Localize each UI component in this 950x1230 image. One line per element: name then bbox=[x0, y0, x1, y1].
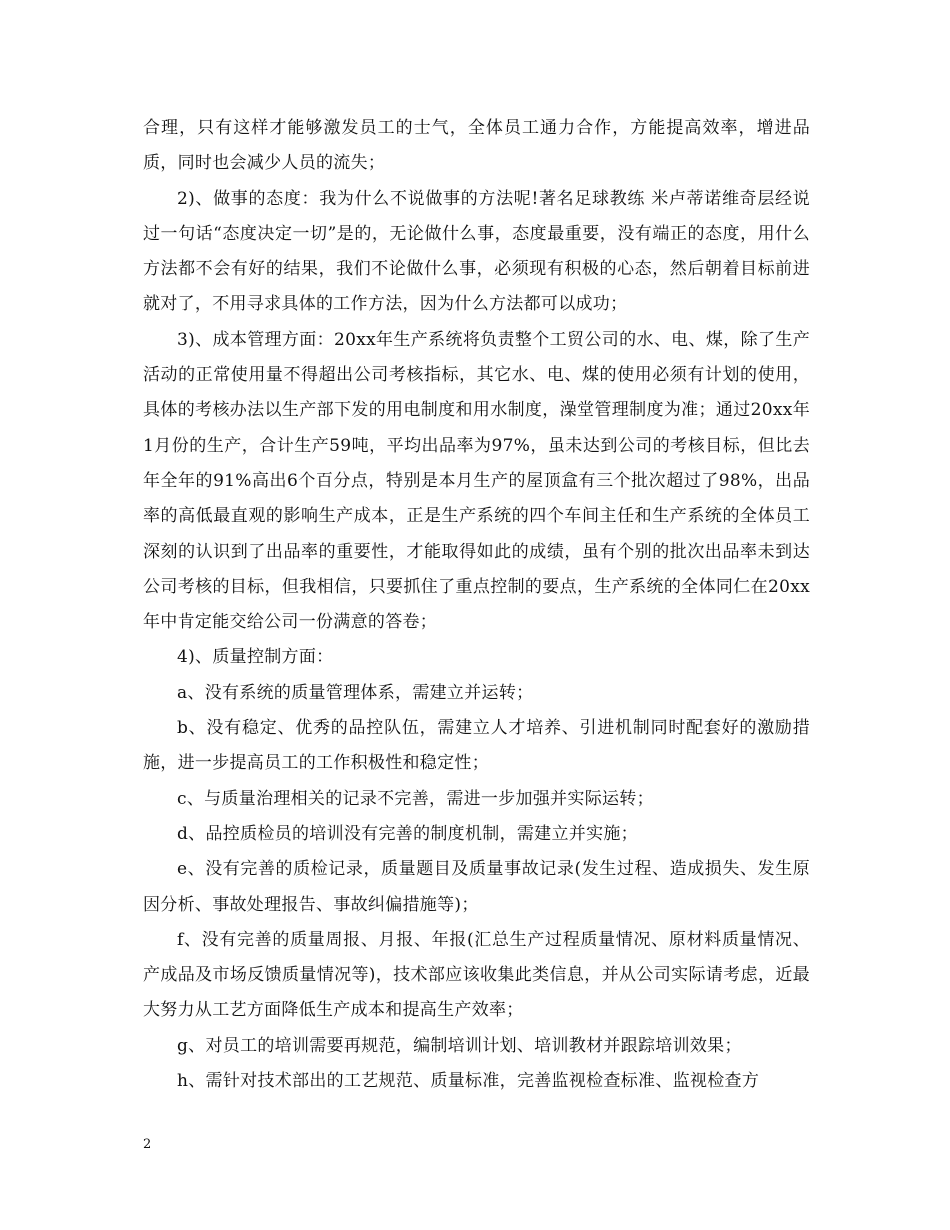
list-item-a: a、没有系统的质量管理体系，需建立并运转； bbox=[177, 682, 534, 703]
document-body bbox=[143, 111, 810, 1099]
list-item-c: c、与质量治理相关的记录不完善，需进一步加强并实际运转； bbox=[177, 788, 654, 809]
list-item-d: d、品控质检员的培训没有完善的制度机制，需建立并实施； bbox=[177, 823, 638, 844]
list-item-h: h、需针对技术部出的工艺规范、质量标准，完善监视检查标准、监视检查方 bbox=[177, 1071, 760, 1092]
paragraph-work-attitude: 2)、做事的态度：我为什么不说做事的方法呢!著名足球教练 米卢蒂诺维奇层经说过一句话“态度决定一切”是的，无论做什么事，态度最重要，没有端正的态度，用什么方法都不会有好的结果，我们不论做什么事，必须现有积极的心态，然后朝着目标前进就对了，不用寻求具体的工作方法，因为什么方法都可以成功； bbox=[143, 188, 810, 315]
paragraph-quality-control-heading: 4)、质量控制方面： bbox=[177, 647, 334, 668]
list-item-g: g、对员工的培训需要再规范，编制培训计划、培训教材并跟踪培训效果； bbox=[177, 1035, 742, 1056]
page-number: 2 bbox=[143, 1137, 152, 1152]
paragraph-continuation: 合理，只有这样才能够激发员工的士气，全体员工通力合作，方能提高效率，增进品质，同时也会减少人员的流失； bbox=[143, 118, 810, 174]
list-item-f: f、没有完善的质量周报、月报、年报(汇总生产过程质量情况、原材料质量情况、产成品及市场反馈质量情况等)，技术部应该收集此类信息，并从公司实际请考虑，近最大努力从工艺方面降低生产成本和提高生产效率； bbox=[143, 929, 810, 1021]
list-item-b: b、没有稳定、优秀的品控队伍，需建立人才培养、引进机制同时配套好的激励措施，进一步提高员工的工作积极性和稳定性； bbox=[143, 718, 810, 774]
list-item-e: e、没有完善的质检记录，质量题目及质量事故记录(发生过程、造成损失、发生原因分析、事故处理报告、事故纠偏措施等)； bbox=[143, 859, 810, 915]
paragraph-cost-management: 3)、成本管理方面：20xx年生产系统将负责整个工贸公司的水、电、煤，除了生产活动的正常使用量不得超出公司考核指标，其它水、电、煤的使用必须有计划的使用，具体的考核办法以生产部下发的用电制度和用水制度，澡堂管理制度为准；通过20xx年1月份的生产，合计生产59吨，平均出品率为97%，虽未达到公司的考核目标，但比去年全年的91%高出6个百分点，特别是本月生产的屋顶盒有三个批次超过了98%，出品率的高低最直观的影响生产成本，正是生产系统的四个车间主任和生产系统的全体员工深刻的认识到了出品率的重要性，才能取得如此的成绩，虽有个别的批次出品率未到达公司考核的目标，但我相信，只要抓住了重点控制的要点，生产系统的全体同仁在20xx年中肯定能交给公司一份满意的答卷； bbox=[143, 329, 810, 633]
